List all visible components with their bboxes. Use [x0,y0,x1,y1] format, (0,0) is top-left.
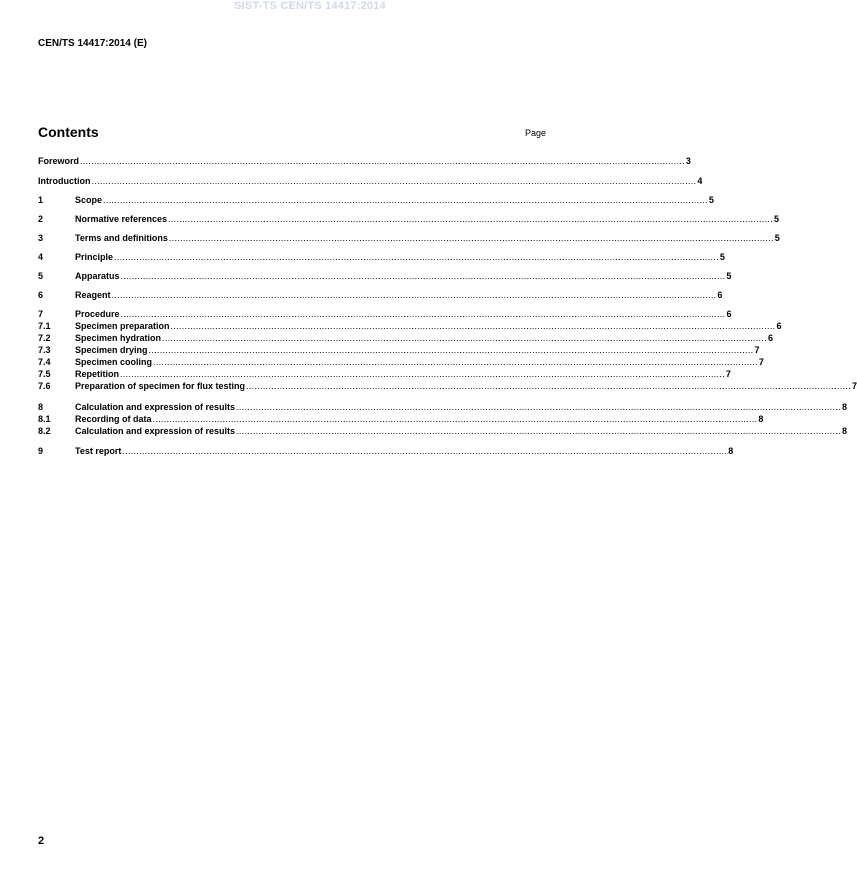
toc-entry-repetition[interactable] [38,368,731,380]
toc-page: 5 [774,233,780,243]
toc-title: Repetition [75,369,119,379]
toc-entry-recording-of-data[interactable] [38,413,764,425]
toc-entry-scope[interactable] [38,194,714,206]
toc-title: Calculation and expression of results [75,402,236,412]
toc-page: 8 [841,402,847,412]
toc-page: 5 [773,214,779,224]
toc-leader-dots: ........................................................................................................................................................................................................................ [246,381,851,391]
toc-leader-dots: ........................................................................................................................................................................................................................ [80,156,685,166]
toc-title: Specimen preparation [75,321,170,331]
toc-number: 1 [38,195,44,205]
toc-leader-dots: ........................................................................................................................................................................................................................ [153,357,758,367]
toc-page: 6 [717,290,723,300]
toc-page: 5 [719,252,725,262]
toc-page: 6 [726,309,732,319]
toc-title: Recording of data [75,414,152,424]
toc-number: 8 [38,402,44,412]
toc-number: 7 [38,309,44,319]
toc-title: Introduction [38,176,91,186]
toc-entry-reagent[interactable] [38,289,723,301]
toc-title: Apparatus [75,271,120,281]
toc-leader-dots: ........................................................................................................................................................................................................................ [162,333,767,343]
toc-page: 7 [758,357,764,367]
toc-title: Reagent [75,290,111,300]
toc-number: 8.1 [38,414,51,424]
toc-leader-dots: ........................................................................................................................................................................................................................ [236,426,841,436]
toc-page: 5 [726,271,732,281]
toc-number: 8.2 [38,426,51,436]
toc-leader-dots: ........................................................................................................................................................................................................................ [120,271,726,281]
toc-entry-specimen-hydration[interactable] [38,332,773,344]
toc-page: 6 [767,333,773,343]
toc-entry-procedure[interactable] [38,308,732,320]
toc-title: Foreword [38,156,80,166]
toc-page: 6 [776,321,782,331]
toc-title: Terms and definitions [75,233,168,243]
toc-entry-normative-references[interactable] [38,213,779,225]
toc-leader-dots: ........................................................................................................................................................................................................................ [111,290,717,300]
toc-leader-dots: ........................................................................................................................................................................................................................ [120,309,726,319]
toc-leader-dots: ........................................................................................................................................................................................................................ [120,369,725,379]
toc-entry-preparation-for-flux-testing[interactable] [38,380,857,392]
toc-leader-dots: ........................................................................................................................................................................................................................ [103,195,708,205]
toc-page: 5 [708,195,714,205]
toc-entry-foreword[interactable] [38,155,691,167]
toc-entry-terms-and-definitions[interactable] [38,232,780,244]
toc-page: 7 [851,381,857,391]
page-column-label: Page [524,128,546,138]
toc-number: 7.5 [38,369,51,379]
toc-number: 7.6 [38,381,51,391]
toc-title: Normative references [75,214,168,224]
toc-number: 2 [38,214,44,224]
toc-entry-calculation-subsection[interactable] [38,425,847,437]
toc-number: 4 [38,252,44,262]
toc-page: 8 [841,426,847,436]
toc-title: Scope [75,195,103,205]
toc-number: 7.3 [38,345,51,355]
toc-leader-dots: ........................................................................................................................................................................................................................ [168,233,774,243]
toc-entry-calculation-and-expression[interactable] [38,401,847,413]
page-number: 2 [38,835,45,847]
toc-leader-dots: ........................................................................................................................................................................................................................ [91,176,697,186]
toc-number: 6 [38,290,44,300]
toc-number: 9 [38,446,44,456]
contents-title: Contents [38,124,99,140]
toc-entry-apparatus[interactable] [38,270,732,282]
toc-number: 5 [38,271,44,281]
toc-leader-dots: ........................................................................................................................................................................................................................ [152,414,758,424]
document-id: CEN/TS 14417:2014 (E) [38,38,147,49]
toc-entry-test-report[interactable] [38,445,734,457]
toc-page: 4 [697,176,703,186]
toc-leader-dots: ........................................................................................................................................................................................................................ [170,321,776,331]
watermark: SIST-TS CEN/TS 14417:2014 [234,0,386,12]
toc-page: 8 [728,446,734,456]
toc-number: 7.2 [38,333,51,343]
toc-title: Specimen cooling [75,357,153,367]
toc-entry-specimen-preparation[interactable] [38,320,782,332]
toc-page: 7 [725,369,731,379]
toc-title: Test report [75,446,122,456]
contents-header [38,124,546,142]
toc-page: 3 [685,156,691,166]
toc-title: Preparation of specimen for flux testing [75,381,246,391]
toc-number: 7.4 [38,357,51,367]
toc-title: Principle [75,252,114,262]
toc-entry-specimen-cooling[interactable] [38,356,764,368]
toc-title: Procedure [75,309,120,319]
toc-leader-dots: ........................................................................................................................................................................................................................ [122,446,728,456]
toc-leader-dots: ........................................................................................................................................................................................................................ [114,252,719,262]
toc-leader-dots: ........................................................................................................................................................................................................................ [148,345,754,355]
toc-page: 7 [754,345,760,355]
toc-entry-principle[interactable] [38,251,725,263]
toc-number: 3 [38,233,44,243]
toc-entry-specimen-drying[interactable] [38,344,760,356]
toc-leader-dots: ........................................................................................................................................................................................................................ [236,402,841,412]
toc-title: Specimen drying [75,345,148,355]
toc-title: Specimen hydration [75,333,162,343]
toc-page: 8 [758,414,764,424]
toc-number: 7.1 [38,321,51,331]
toc-leader-dots: ........................................................................................................................................................................................................................ [168,214,773,224]
toc-title: Calculation and expression of results [75,426,236,436]
toc-entry-introduction[interactable] [38,175,703,187]
